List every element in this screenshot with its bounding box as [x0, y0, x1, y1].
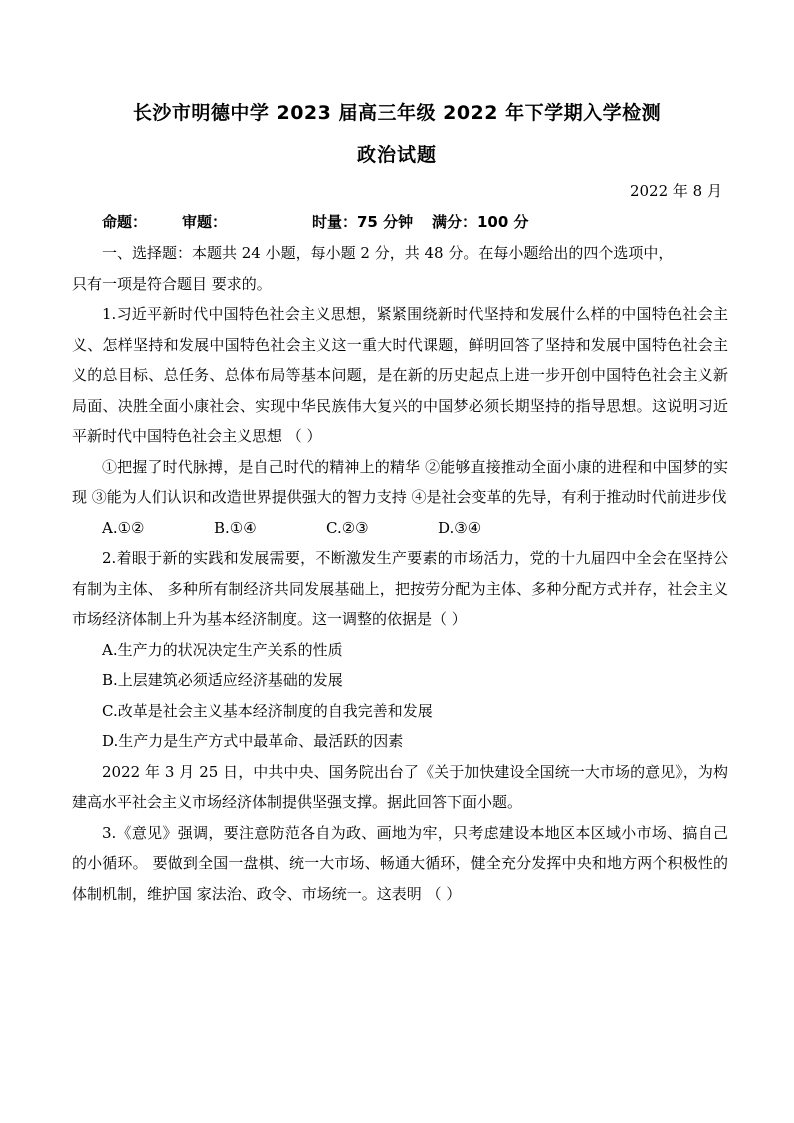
- exam-subtitle: 政治试题: [356, 144, 437, 166]
- section-intro-line1: 一、选择题：本题共 24 小题，每小题 2 分，共 48 分。在每小题给出的四个选项中，: [102, 244, 674, 262]
- question-3-stem: 3.《意见》强调，要注意防范各自为政、画地为牢，只考虑建设本地区本区域小市场、搞自己的小循环。 要做到全国一盘棋、统一大市场、畅通大循环，健全充分发挥中央和地方两个积极性的体制机制，维护国 家法治、政令、市场统一。这表明 （ ）: [72, 823, 728, 903]
- section-intro-line2: 只有一项是符合题目 要求的。: [72, 274, 272, 293]
- question-2-stem: 2.着眼于新的实践和发展需要，不断激发生产要素的市场活力，党的十九届四中全会在坚持公有制为主体、 多种所有制经济共同发展基础上，把按劳分配为主体、多种分配方式并存，社会主义市场经济体制上升为基本经济制度。这一调整的依据是（ ）: [72, 549, 728, 628]
- exam-date: 2022 年 8 月: [629, 182, 722, 200]
- q2-option-c: C.改革是社会主义基本经济制度的自我完善和发展: [102, 701, 433, 720]
- question-1-statements: ①把握了时代脉搏，是自己时代的精神上的精华 ②能够直接推动全面小康的进程和中国梦的实现 ③能为人们认识和改造世界提供强大的智力支持 ④是社会变革的先导，有利于推动时代前进步伐: [72, 457, 728, 506]
- duration-label: 时量：75 分钟: [312, 213, 414, 231]
- exam-meta: [102, 211, 529, 232]
- q1-option-c: C.②③: [326, 518, 369, 537]
- q1-option-d: D.③④: [438, 518, 482, 537]
- exam-body: [72, 238, 728, 909]
- question-1-stem: 1.习近平新时代中国特色社会主义思想，紧紧围绕新时代坚持和发展什么样的中国特色社会主义、怎样坚持和发展中国特色社会主义这一重大时代课题，鲜明回答了坚持和发展中国特色社会主义的总目标、总任务、总体布局等基本问题，是在新的历史起点上进一步开创中国特色社会主义新局面、决胜全面小康社会、实现中华民族伟大复兴的中国梦必须长期坚持的指导思想。这说明习近平新时代中国特色社会主义思想 （ ）: [72, 305, 728, 445]
- q2-option-d: D.生产力是生产方式中最革命、最活跃的因素: [102, 732, 404, 750]
- exam-title: 长沙市明德中学 2023 届高三年级 2022 年下学期入学检测: [132, 102, 662, 124]
- q1-option-a: A.①②: [102, 518, 145, 537]
- question-1-options: [72, 513, 728, 544]
- score-label: 满分：100 分: [432, 213, 529, 231]
- material-text: 2022 年 3 月 25 日，中共中央、国务院出台了《关于加快建设全国统一大市场的意见》，为构建高水平社会主义市场经济体制提供坚强支撑。据此回答下面小题。: [72, 762, 728, 811]
- q2-option-b: B.上层建筑必须适应经济基础的发展: [102, 671, 343, 689]
- proposer-label: 命题：: [102, 213, 148, 231]
- reviewer-label: 审题：: [182, 213, 228, 231]
- q1-option-b: B.①④: [214, 518, 257, 537]
- q2-option-a: A.生产力的状况决定生产关系的性质: [102, 640, 343, 659]
